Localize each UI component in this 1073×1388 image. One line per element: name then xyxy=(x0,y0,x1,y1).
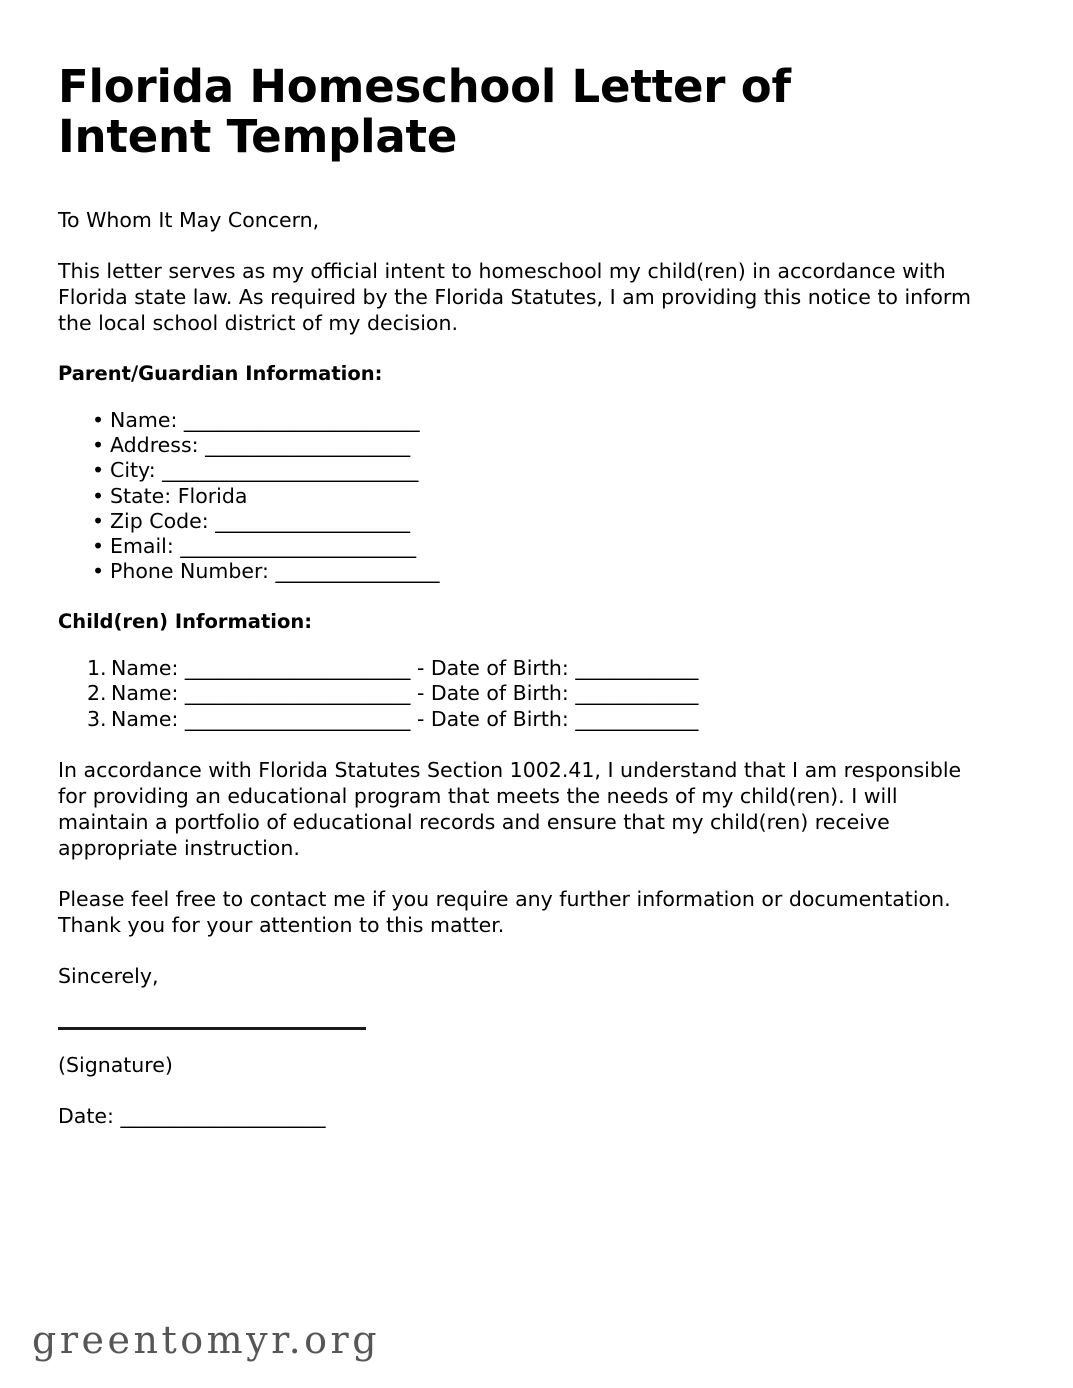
spacer xyxy=(58,336,993,361)
intro-paragraph: This letter serves as my official intent to homeschool my child(ren) in accordance with Florida state law. As required by the Florida Statutes, I am providing this notice to inform the local school district of my decision. xyxy=(58,258,971,335)
children-information-list xyxy=(58,656,993,731)
spacer xyxy=(58,732,993,757)
salutation: To Whom It May Concern, xyxy=(58,207,320,232)
parent-section-heading: Parent/Guardian Information: xyxy=(58,361,383,385)
child-dob-blank[interactable]: ____________ xyxy=(575,656,699,681)
child-dob-label: - Date of Birth: xyxy=(416,681,569,706)
field-label: State: xyxy=(110,483,172,508)
field-label: Zip Code: xyxy=(110,508,209,533)
contact-paragraph: Please feel free to contact me if you require any further information or documentation. Thank you for your attention to this matter. xyxy=(58,886,951,937)
closing-text: Sincerely, xyxy=(58,963,159,988)
spacer xyxy=(58,861,993,886)
document-content xyxy=(58,62,993,1129)
spacer xyxy=(58,938,993,963)
signature-caption: (Signature) xyxy=(58,1052,173,1077)
list-item xyxy=(58,433,993,458)
spacer xyxy=(58,1078,993,1103)
field-blank[interactable]: _________________________ xyxy=(162,458,419,483)
date-blank[interactable]: ____________________ xyxy=(120,1103,326,1128)
spacer xyxy=(58,386,993,408)
spacer xyxy=(58,1030,993,1052)
spacer xyxy=(58,584,993,609)
child-name-blank[interactable]: ______________________ xyxy=(184,706,411,731)
list-item xyxy=(58,534,993,559)
list-item xyxy=(58,707,993,732)
field-blank[interactable]: ________________ xyxy=(275,558,440,583)
list-item xyxy=(58,484,993,509)
field-value: Florida xyxy=(177,483,248,508)
list-item xyxy=(58,408,993,433)
field-blank[interactable]: _______________________ xyxy=(180,533,417,558)
field-blank[interactable]: ___________________ xyxy=(215,508,410,533)
spacer xyxy=(58,233,993,258)
list-number: 3. xyxy=(87,706,107,731)
children-section-heading: Child(ren) Information: xyxy=(58,610,313,634)
field-label: Address: xyxy=(110,433,199,458)
list-item xyxy=(58,681,993,706)
child-name-blank[interactable]: ______________________ xyxy=(184,656,411,681)
child-name-label: Name: xyxy=(111,706,179,731)
list-number: 2. xyxy=(87,681,107,706)
spacer xyxy=(58,163,993,207)
list-item xyxy=(58,559,993,584)
field-label: Phone Number: xyxy=(110,558,269,583)
child-dob-blank[interactable]: ____________ xyxy=(575,681,699,706)
parent-information-list xyxy=(58,408,993,584)
field-label: Email: xyxy=(110,533,174,558)
page-title: Florida Homeschool Letter of Intent Template xyxy=(58,60,791,164)
child-name-blank[interactable]: ______________________ xyxy=(184,681,411,706)
list-item xyxy=(58,509,993,534)
child-dob-blank[interactable]: ____________ xyxy=(575,706,699,731)
date-label: Date: xyxy=(58,1103,114,1128)
spacer xyxy=(58,989,993,1027)
site-watermark: greentomyr.org xyxy=(32,1318,381,1362)
field-label: City: xyxy=(110,458,156,483)
child-name-label: Name: xyxy=(111,656,179,681)
statute-paragraph: In accordance with Florida Statutes Section 1002.41, I understand that I am responsible for providing an educational program that meets the needs of my child(ren). I will maintain a portfolio of educational records and ensure that my child(ren) receive appropriate instruction. xyxy=(58,757,962,860)
list-item xyxy=(58,656,993,681)
field-blank[interactable]: ____________________ xyxy=(205,433,411,458)
field-blank[interactable]: _______________________ xyxy=(183,408,420,433)
child-name-label: Name: xyxy=(111,681,179,706)
field-label: Name: xyxy=(110,408,178,433)
list-number: 1. xyxy=(87,656,107,681)
spacer xyxy=(58,634,993,656)
child-dob-label: - Date of Birth: xyxy=(416,706,569,731)
date-field-row xyxy=(58,1103,993,1129)
list-item xyxy=(58,458,993,483)
child-dob-label: - Date of Birth: xyxy=(416,656,569,681)
